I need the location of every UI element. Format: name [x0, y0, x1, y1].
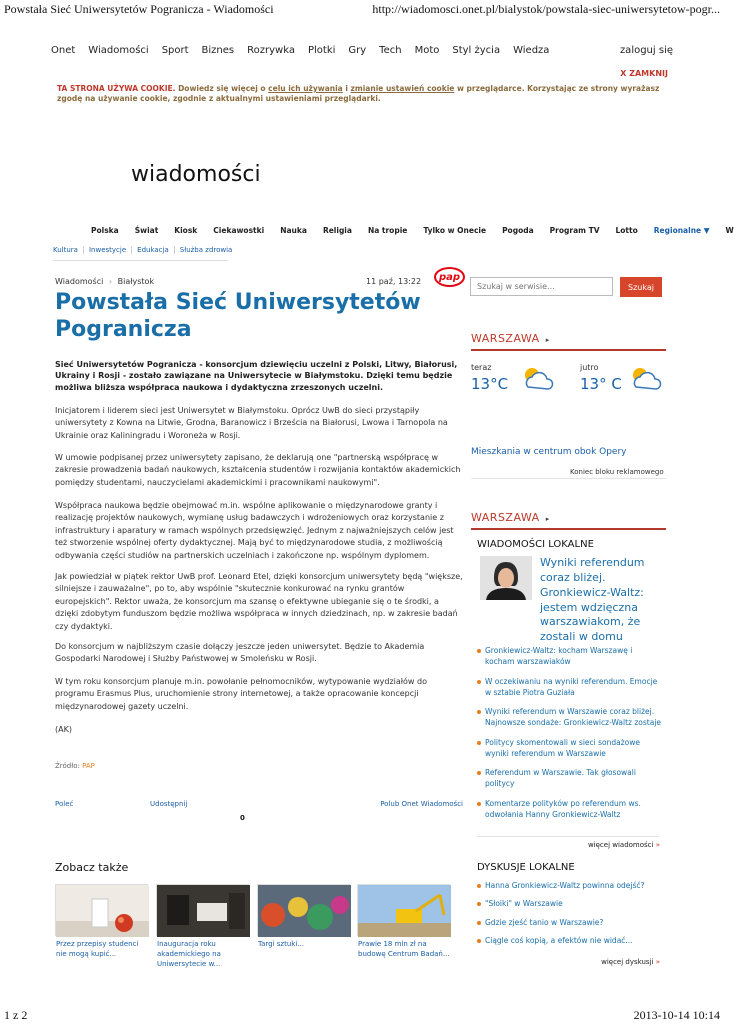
top-nav-tech[interactable]: Tech — [379, 45, 402, 56]
site-logo[interactable]: wiadomości — [131, 162, 261, 187]
local-news-list — [477, 645, 662, 820]
main-nav-overflow[interactable]: W — [725, 226, 734, 235]
ad-end-label: Koniec bloku reklamowego — [570, 468, 664, 476]
main-nav-nauka[interactable]: Nauka — [280, 226, 307, 235]
print-datetime: 2013-10-14 10:14 — [633, 1008, 720, 1022]
source-label: Źródło: — [55, 762, 83, 770]
see-also-caption[interactable]: Targi sztuki... — [258, 940, 304, 948]
see-also-caption[interactable]: Inauguracja roku akademickiego na Uniwersytecie w... — [157, 940, 221, 968]
login-link[interactable]: zaloguj się — [619, 45, 673, 56]
cookie-close-button[interactable]: X ZAMKNIJ — [620, 69, 668, 78]
arrow-right-icon: ▸ — [545, 336, 550, 344]
partly-cloudy-icon — [626, 365, 666, 395]
more-news-divider — [477, 836, 659, 837]
discussions-title: DYSKUSJE LOKALNE — [477, 862, 575, 873]
top-nav-gry[interactable]: Gry — [348, 45, 367, 56]
art-fair-image — [258, 885, 351, 937]
news-item[interactable]: W oczekiwaniu na wyniki referendum. Emocje w sztabie Piotra Guziała — [477, 676, 662, 699]
ad-divider — [471, 478, 666, 479]
top-nav-plotki[interactable]: Plotki — [307, 45, 336, 56]
print-title: Powstała Sieć Uniwersytetów Pogranicza - Wiadomości — [4, 2, 274, 16]
print-header — [4, 2, 720, 17]
double-chevron-right-icon: » — [655, 841, 660, 849]
cookie-purpose-link[interactable]: celu ich używania — [268, 84, 343, 93]
breadcrumb-city[interactable]: Białystok — [117, 277, 155, 286]
recommend-button[interactable]: Poleć — [55, 800, 74, 808]
arrow-right-icon: ▸ — [545, 515, 550, 523]
more-discussions-label: więcej dyskusji — [601, 958, 654, 966]
news-item[interactable]: Komentarze polityków po referendum ws. odwołania Hanny Gronkiewicz-Waltz — [477, 798, 662, 821]
search-button[interactable]: Szukaj — [620, 277, 662, 297]
top-nav-sport[interactable]: Sport — [161, 45, 189, 56]
article-title: Powstała Sieć Uniwersytetów Pogranicza — [55, 290, 421, 342]
article-source — [55, 762, 95, 770]
see-also-title: Zobacz także — [55, 861, 129, 874]
news-item[interactable]: Politycy skomentowali w sieci sondażowe wyniki referendum w Warszawie — [477, 737, 662, 760]
sub-nav — [53, 246, 237, 254]
source-link[interactable]: PAP — [82, 762, 95, 770]
weather-city: WARSZAWA — [471, 332, 540, 345]
article-paragraph: Inicjatorem i liderem sieci jest Uniwersytet w Białymstoku. Oprócz UwB do sieci przystąpiły uniwersytety z Kowna na Litwie, Grodna, Baranowicz i Brześcia na Białorusi, Lwowa i Tarnopola na Ukrainie oraz Kaliningradu i Woroneża w Rosji. — [55, 406, 448, 440]
sub-nav-kultura[interactable]: Kultura — [53, 246, 78, 254]
main-nav — [91, 226, 734, 235]
weather-city-header[interactable] — [471, 332, 666, 351]
top-nav-moto[interactable]: Moto — [414, 45, 440, 56]
main-nav-swiat[interactable]: Świat — [134, 226, 159, 235]
top-nav-wiedza[interactable]: Wiedza — [513, 45, 550, 56]
sub-nav-divider — [53, 260, 228, 261]
print-footer — [4, 1008, 720, 1023]
discussions-list — [477, 880, 662, 946]
more-news-label: więcej wiadomości — [587, 841, 654, 849]
main-nav-tylko-w-onecie[interactable]: Tylko w Onecie — [423, 226, 487, 235]
weather-tomorrow-temp: 13° C — [580, 375, 622, 393]
glass-apple-image — [56, 885, 149, 937]
search-input[interactable] — [470, 277, 613, 296]
article-lead: Sieć Uniwersytetów Pogranicza - konsorcjum dziewięciu uczelni z Polski, Litwy, Białorusi, Ukrainy i Rosji - zostało zawiązane na Uniwersytecie w Białymstoku. Dzięki temu będzie możliwa bliższa współpraca naukowa i dydaktyczna zrzeszonych uczelni. — [55, 360, 458, 392]
main-nav-pogoda[interactable]: Pogoda — [502, 226, 534, 235]
share-count: 0 — [240, 814, 245, 822]
local-city-header[interactable] — [471, 511, 666, 530]
breadcrumb-separator: › — [108, 277, 113, 286]
top-nav-wiadomosci[interactable]: Wiadomości — [88, 45, 149, 56]
sub-nav-edukacja[interactable]: Edukacja — [131, 246, 174, 254]
article-paragraph: Współpraca naukowa będzie obejmować m.in. wspólne aplikowanie o międzynarodowe granty i realizację projektów naukowych, wymianę usług badawczych i wdrożeniowych oraz korzystanie z infrastruktury i aparatury w ramach wspólnych przedsięwzięć. Jednym z najważniejszych celów jest też stworzenie wspólnej oferty dydaktycznej. Mają być to międzynarodowe studia, z możliwością odbywania części studiów na partnerskich uczelniach i zakończone np. wspólnym dyplomem. — [55, 501, 454, 560]
sub-nav-sluzba-zdrowia[interactable]: Służba zdrowia — [174, 246, 238, 254]
cookie-notice — [57, 84, 667, 104]
cookie-text-2: i — [342, 84, 351, 93]
main-nav-program-tv[interactable]: Program TV — [549, 226, 600, 235]
discussion-item[interactable]: "Słoiki" w Warszawie — [477, 898, 662, 909]
news-item[interactable]: Gronkiewicz-Waltz: kocham Warszawę i kocham warszawiaków — [477, 645, 662, 668]
sub-nav-inwestycje[interactable]: Inwestycje — [83, 246, 131, 254]
see-also-caption[interactable]: Przez przepisy studenci nie mogą kupić... — [56, 940, 139, 958]
breadcrumb-home[interactable]: Wiadomości — [55, 277, 104, 286]
main-nav-regionalne-dropdown[interactable]: Regionalne ▼ — [653, 226, 710, 235]
main-nav-na-tropie[interactable]: Na tropie — [367, 226, 408, 235]
discussion-item[interactable]: Gdzie zjeść tanio w Warszawie? — [477, 917, 662, 928]
article-date: 11 paź, 13:22 — [366, 277, 422, 286]
pap-logo: pap — [434, 267, 465, 287]
print-url: http://wiadomosci.onet.pl/bialystok/powstala-siec-uniwersytetow-pogr... — [372, 2, 720, 16]
news-item[interactable]: Referendum w Warszawie. Tak głosowali politycy — [477, 767, 662, 790]
cookie-lead: TA STRONA UŻYWA COOKIE. — [57, 84, 176, 93]
discussion-item[interactable]: Ciągle coś kopią, a efektów nie widać... — [477, 935, 662, 946]
cookie-text-1: Dowiedz się więcej o — [175, 84, 269, 93]
see-also-thumbnail-1[interactable] — [55, 884, 148, 936]
top-nav-styl-zycia[interactable]: Styl życia — [452, 45, 501, 56]
see-also-caption[interactable]: Prawie 18 mln zł na budowę Centrum Badań... — [358, 940, 450, 958]
main-nav-ciekawostki[interactable]: Ciekawostki — [213, 226, 265, 235]
local-city: WARSZAWA — [471, 511, 540, 524]
see-also-thumbnail-3[interactable] — [257, 884, 350, 936]
news-photo[interactable] — [480, 556, 532, 600]
main-nav-polska[interactable]: Polska — [91, 226, 119, 235]
more-discussions-link[interactable] — [601, 958, 660, 966]
see-also-thumbnail-2[interactable] — [156, 884, 249, 936]
ad-link[interactable]: Mieszkania w centrum obok Opery — [471, 447, 627, 457]
weather-tomorrow-label: jutro — [580, 363, 599, 372]
portrait-image — [480, 556, 532, 600]
main-nav-lotto[interactable]: Lotto — [615, 226, 638, 235]
news-item[interactable]: Wyniki referendum w Warszawie coraz bliżej. Najnowsze sondaże: Gronkiewicz-Waltz zostaje — [477, 706, 662, 729]
print-page-number: 1 z 2 — [4, 1008, 28, 1022]
top-nav — [51, 45, 673, 56]
more-news-link[interactable] — [588, 841, 660, 849]
article-paragraph: W umowie podpisanej przez uniwersytety zapisano, że deklarują one "partnerską współpracę w zakresie prowadzenia badań naukowych, kształcenia studentów i rozwijania kontaktów akademickich pomiędzy studentami, nauczycielami akademickimi i pracownikami naukowymi". — [55, 453, 461, 487]
article-paragraph: Jak powiedział w piątek rektor UwB prof. Leonard Etel, dzięki konsorcjum uniwersytety będą "większe, silniejsze i zauważalne", po to, aby wspólnie "skutecznie konkurować na rynku grantów europejskich". Rektor uważa, że konsorcjum ma szansę o efektywne ubieganie się o te środki, a dzięki zdobytym funduszom będzie możliwa współpraca w innych dziedzinach, np. w zakresie badań czy dydaktyki. — [55, 572, 463, 631]
article-paragraph: W tym roku konsorcjum planuje m.in. powołanie pełnomocników, wytypowanie wydziałów do programu Erasmus Plus, uruchomienie strony internetowej, a także opracowanie koncepcji międzynarodowej gazety uczelni. — [55, 677, 427, 711]
main-nav-kiosk[interactable]: Kiosk — [174, 226, 198, 235]
like-page-button[interactable]: Polub Onet Wiadomości — [380, 800, 463, 808]
weather-now-temp: 13°C — [471, 375, 509, 393]
see-also-thumbnail-4[interactable] — [357, 884, 450, 936]
top-nav-onet[interactable]: Onet — [51, 45, 76, 56]
breadcrumb — [55, 277, 154, 286]
cookie-settings-link[interactable]: zmianie ustawień cookie — [350, 84, 455, 93]
top-nav-biznes[interactable]: Biznes — [201, 45, 235, 56]
main-nav-religia[interactable]: Religia — [322, 226, 352, 235]
news-feature-link[interactable]: Wyniki referendum coraz bliżej. Gronkiewicz-Waltz: jestem wdzięczna warszawiakom, że zostali w domu — [540, 556, 645, 644]
double-chevron-right-icon: » — [655, 958, 660, 966]
share-button[interactable]: Udostępnij — [150, 800, 188, 808]
ceremony-image — [157, 885, 250, 937]
discussion-item[interactable]: Hanna Gronkiewicz-Waltz powinna odejść? — [477, 880, 662, 891]
construction-image — [358, 885, 451, 937]
partly-cloudy-icon — [518, 365, 558, 395]
local-news-title: WIADOMOŚCI LOKALNE — [477, 539, 594, 550]
weather-now-label: teraz — [471, 363, 492, 372]
top-nav-rozrywka[interactable]: Rozrywka — [247, 45, 295, 56]
cookie-text-3: w przeglądarce. Korzystając ze strony wyrażasz zgodę na używanie cookie, zgodnie z aktualnymi ustawieniami przeglądarki. — [57, 84, 660, 104]
article-paragraph: Do konsorcjum w najbliższym czasie dołączy jeszcze jeden uniwersytet. Będzie to Akademia Gospodarki Narodowej i Służby Państwowej w Smoleńsku w Rosji. — [55, 642, 425, 664]
article-signature: (AK) — [55, 725, 72, 734]
